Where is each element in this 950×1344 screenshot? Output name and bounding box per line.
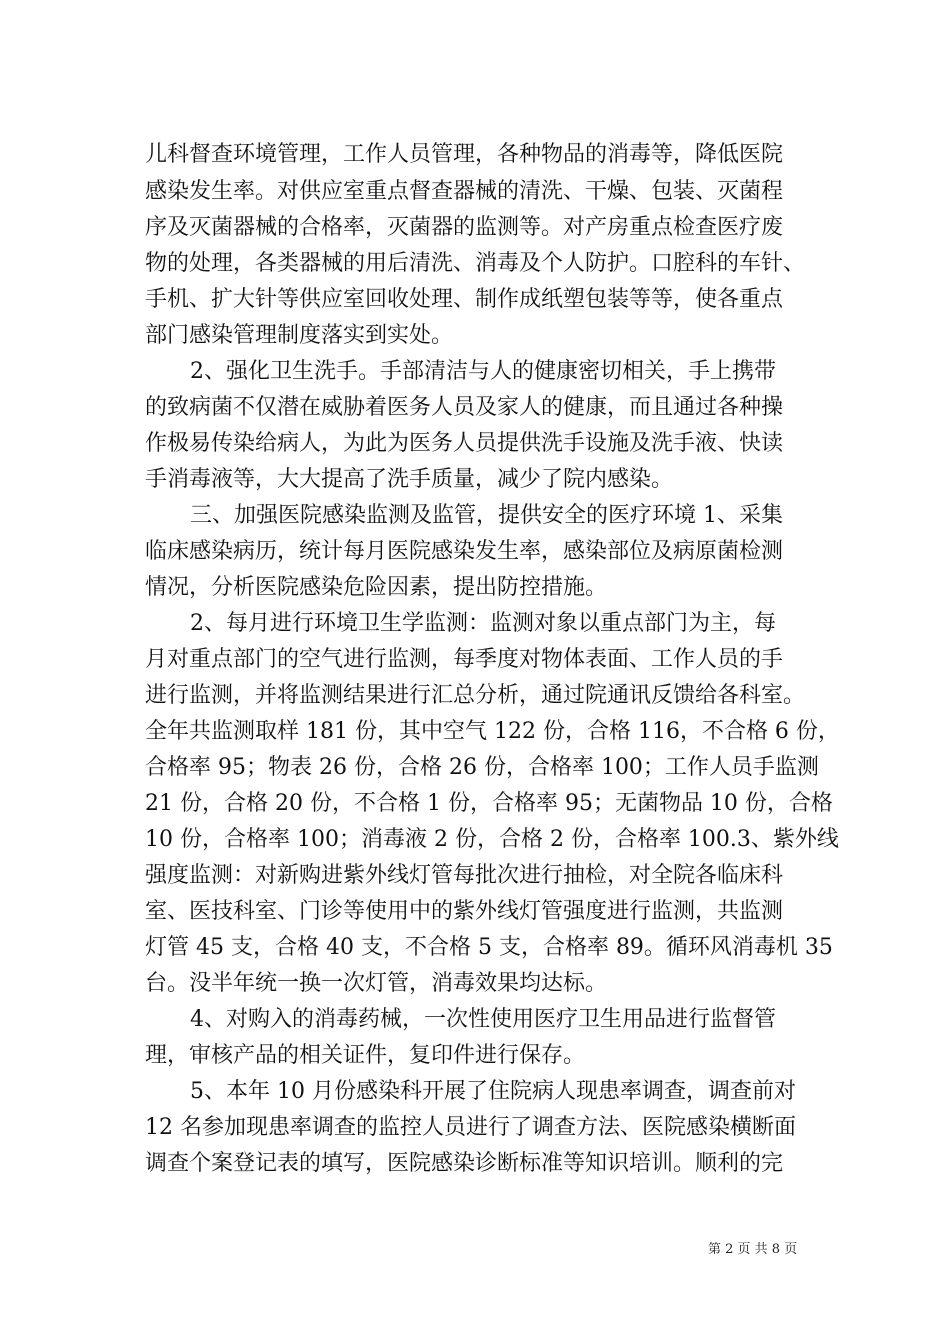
- text-line: 理，审核产品的相关证件，复印件进行保存。: [145, 1043, 586, 1068]
- text-line: 合格率 95；物表 26 份，合格 26 份，合格率 100；工作人员手监测: [145, 755, 819, 780]
- page-number: 第 2 页 共 8 页: [708, 1242, 798, 1257]
- text-line: 情况，分析医院感染危险因素，提出防控措施。: [145, 575, 608, 600]
- text-line: 灯管 45 支，合格 40 支，不合格 5 支，合格率 89。循环风消毒机 35: [145, 935, 833, 960]
- text-line: 室、医技科室、门诊等使用中的紫外线灯管强度进行监测，共监测: [145, 899, 784, 924]
- text-line: 12 名参加现患率调查的监控人员进行了调查方法、医院感染横断面: [145, 1115, 796, 1140]
- text-line: 21 份，合格 20 份，不合格 1 份，合格率 95；无菌物品 10 份，合格: [145, 791, 833, 816]
- text-line: 4、对购入的消毒药械，一次性使用医疗卫生用品进行监督管: [190, 1007, 776, 1032]
- text-line: 临床感染病历，统计每月医院感染发生率，感染部位及病原菌检测: [145, 539, 784, 564]
- text-line: 全年共监测取样 181 份，其中空气 122 份，合格 116，不合格 6 份，: [145, 719, 840, 744]
- text-line: 10 份，合格率 100；消毒液 2 份，合格 2 份，合格率 100.3、紫外线: [145, 827, 839, 852]
- text-line: 作极易传染给病人，为此为医务人员提供洗手设施及洗手液、快读: [145, 431, 784, 456]
- text-line: 的致病菌不仅潜在威胁着医务人员及家人的健康，而且通过各种操: [145, 395, 784, 420]
- text-line: 部门感染管理制度落实到实处。: [145, 323, 454, 348]
- text-line: 感染发生率。对供应室重点督查器械的清洗、干燥、包装、灭菌程: [145, 179, 784, 204]
- text-line: 序及灭菌器械的合格率，灭菌器的监测等。对产房重点检查医疗废: [145, 215, 784, 240]
- text-line: 2、每月进行环境卫生学监测：监测对象以重点部门为主，每: [190, 611, 776, 636]
- text-line: 调查个案登记表的填写，医院感染诊断标准等知识培训。顺利的完: [145, 1151, 784, 1176]
- text-line: 台。没半年统一换一次灯管，消毒效果均达标。: [145, 971, 608, 996]
- text-line: 强度监测：对新购进紫外线灯管每批次进行抽检，对全院各临床科: [145, 863, 784, 888]
- text-line: 手机、扩大针等供应室回收处理、制作成纸塑包装等等，使各重点: [145, 287, 784, 312]
- text-line: 三、加强医院感染监测及监管，提供安全的医疗环境 1、采集: [190, 503, 783, 528]
- text-line: 2、强化卫生洗手。手部清洁与人的健康密切相关，手上携带: [190, 359, 776, 384]
- text-line: 物的处理，各类器械的用后清洗、消毒及个人防护。口腔科的车针、: [145, 251, 806, 276]
- text-line: 月对重点部门的空气进行监测，每季度对物体表面、工作人员的手: [145, 647, 784, 672]
- text-line: 5、本年 10 月份感染科开展了住院病人现患率调查，调查前对: [190, 1079, 796, 1104]
- text-line: 儿科督查环境管理，工作人员管理，各种物品的消毒等，降低医院: [145, 142, 784, 167]
- text-line: 进行监测，并将监测结果进行汇总分析，通过院通讯反馈给各科室。: [145, 683, 806, 708]
- text-line: 手消毒液等，大大提高了洗手质量，减少了院内感染。: [145, 467, 674, 492]
